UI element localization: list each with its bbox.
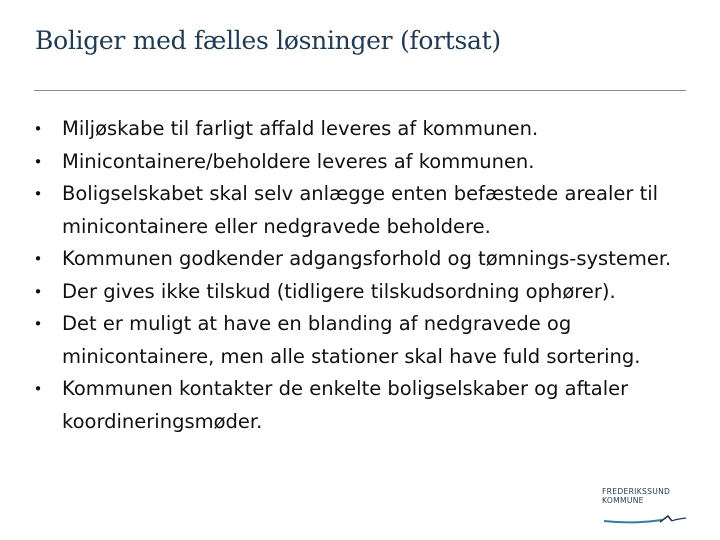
bullet-text: Det er muligt at have en blanding af nedgravede og minicontainere, men alle stationer skal have fuld sortering. (62, 312, 641, 368)
bullet-text: Kommunen godkender adgangsforhold og tømnings-systemer. (62, 247, 672, 270)
bullet-dot-icon: • (33, 250, 43, 268)
logo-wave-icon (602, 509, 692, 525)
bullet-dot-icon: • (33, 380, 43, 398)
bullet-item (30, 146, 690, 179)
logo-line-1: FREDERIKSSUND (602, 487, 671, 496)
bullet-item (30, 308, 690, 373)
logo-line-2: KOMMUNE (602, 496, 644, 505)
bullet-dot-icon: • (33, 185, 43, 203)
bullet-item (30, 276, 690, 309)
bullet-text: Der gives ikke tilskud (tidligere tilskudsordning ophører). (62, 279, 616, 303)
bullet-text: Minicontainere/beholdere leveres af kommunen. (62, 149, 535, 173)
frederikssund-kommune-logo (602, 487, 694, 527)
bullet-item (30, 243, 690, 276)
bullet-dot-icon: • (33, 120, 43, 138)
bullet-dot-icon: • (33, 152, 43, 171)
title-divider (34, 90, 686, 91)
bullet-item (30, 178, 690, 243)
bullet-list (30, 113, 690, 438)
bullet-text: Boligselskabet skal selv anlægge enten befæstede arealer til minicontainere eller nedgravede beholdere. (62, 182, 659, 238)
bullet-dot-icon: • (33, 315, 43, 333)
slide-title: Boliger med fælles løsninger (fortsat) (35, 26, 501, 55)
bullet-item (30, 113, 690, 146)
bullet-text: Miljøskabe til farligt affald leveres af kommunen. (62, 117, 539, 140)
bullet-item (30, 373, 690, 438)
bullet-text: Kommunen kontakter de enkelte boligselskaber og aftaler koordineringsmøder. (62, 377, 629, 433)
bullet-dot-icon: • (33, 282, 43, 301)
